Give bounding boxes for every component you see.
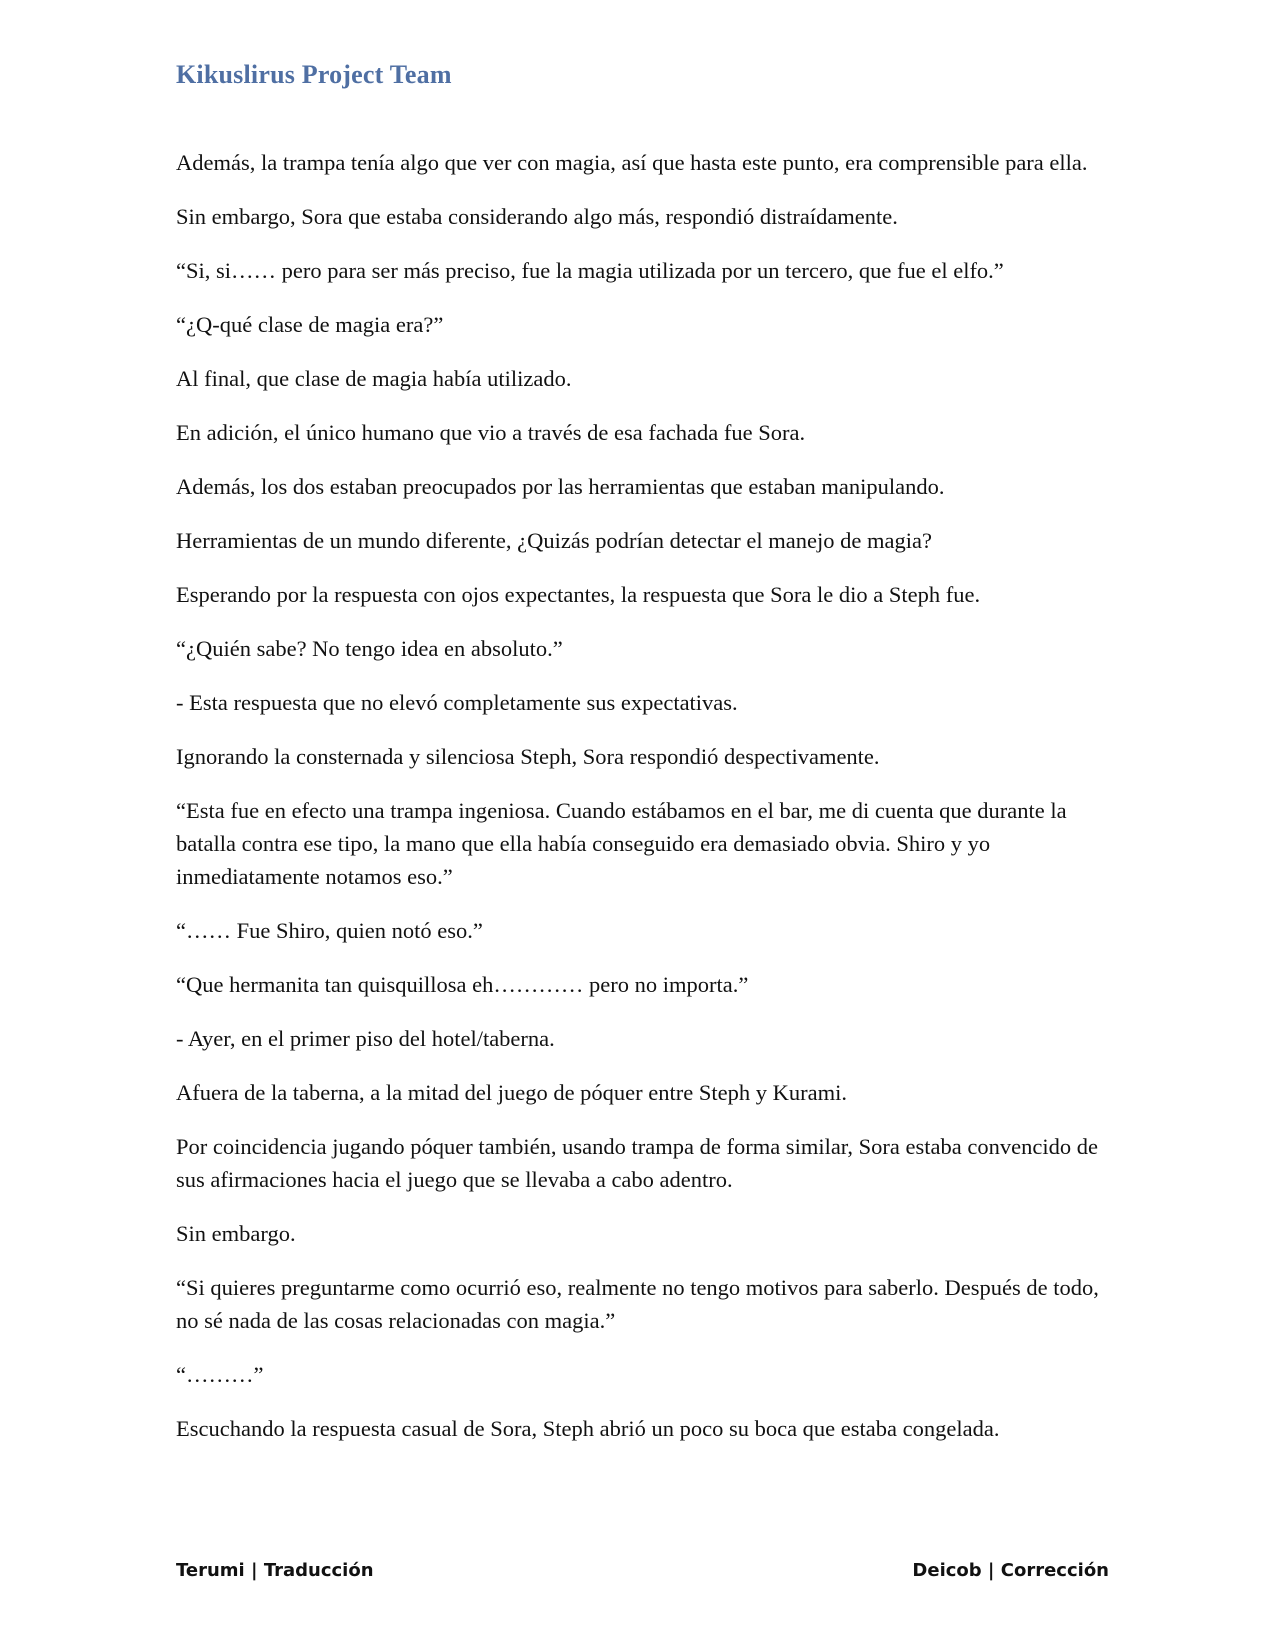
paragraph: Esperando por la respuesta con ojos expectantes, la respuesta que Sora le dio a Steph fue.: [176, 582, 981, 607]
paragraph: “Si, si…… pero para ser más preciso, fue la magia utilizada por un tercero, que fue el elfo.”: [176, 258, 1004, 283]
footer-translation-credit: Terumi | Traducción: [176, 1560, 374, 1581]
paragraph: “………”: [176, 1362, 264, 1387]
paragraph: “…… Fue Shiro, quien notó eso.”: [176, 918, 483, 943]
paragraph: Sin embargo.: [176, 1221, 296, 1246]
paragraph: “¿Q-qué clase de magia era?”: [176, 312, 444, 337]
page-header-title: Kikuslirus Project Team: [176, 60, 452, 89]
paragraph: Por coincidencia jugando póquer también, usando trampa de forma similar, Sora estaba convencido de sus afirmaciones hacia el juego que se llevaba a cabo adentro.: [176, 1134, 1098, 1192]
paragraph: - Esta respuesta que no elevó completamente sus expectativas.: [176, 690, 738, 715]
paragraph: En adición, el único humano que vio a través de esa fachada fue Sora.: [176, 420, 806, 445]
body-text: [176, 146, 1106, 1466]
paragraph: Además, los dos estaban preocupados por las herramientas que estaban manipulando.: [176, 474, 945, 499]
paragraph: Sin embargo, Sora que estaba considerando algo más, respondió distraídamente.: [176, 204, 898, 229]
paragraph: “Si quieres preguntarme como ocurrió eso, realmente no tengo motivos para saberlo. Después de todo, no sé nada de las cosas relacionadas con magia.”: [176, 1275, 1099, 1333]
paragraph: Escuchando la respuesta casual de Sora, Steph abrió un poco su boca que estaba congelada.: [176, 1416, 1000, 1441]
paragraph: “Esta fue en efecto una trampa ingeniosa. Cuando estábamos en el bar, me di cuenta que durante la batalla contra ese tipo, la mano que ella había conseguido era demasiado obvia. Shiro y yo inmediatamente notamos eso.”: [176, 798, 1067, 889]
paragraph: “Que hermanita tan quisquillosa eh………… pero no importa.”: [176, 972, 749, 997]
paragraph: Además, la trampa tenía algo que ver con magia, así que hasta este punto, era comprensible para ella.: [176, 150, 1088, 175]
paragraph: Ignorando la consternada y silenciosa Steph, Sora respondió despectivamente.: [176, 744, 880, 769]
footer-correction-credit: Deicob | Corrección: [912, 1560, 1109, 1581]
paragraph: - Ayer, en el primer piso del hotel/taberna.: [176, 1026, 555, 1051]
paragraph: Herramientas de un mundo diferente, ¿Quizás podrían detectar el manejo de magia?: [176, 528, 932, 553]
paragraph: Afuera de la taberna, a la mitad del juego de póquer entre Steph y Kurami.: [176, 1080, 847, 1105]
paragraph: “¿Quién sabe? No tengo idea en absoluto.”: [176, 636, 563, 661]
paragraph: Al final, que clase de magia había utilizado.: [176, 366, 572, 391]
